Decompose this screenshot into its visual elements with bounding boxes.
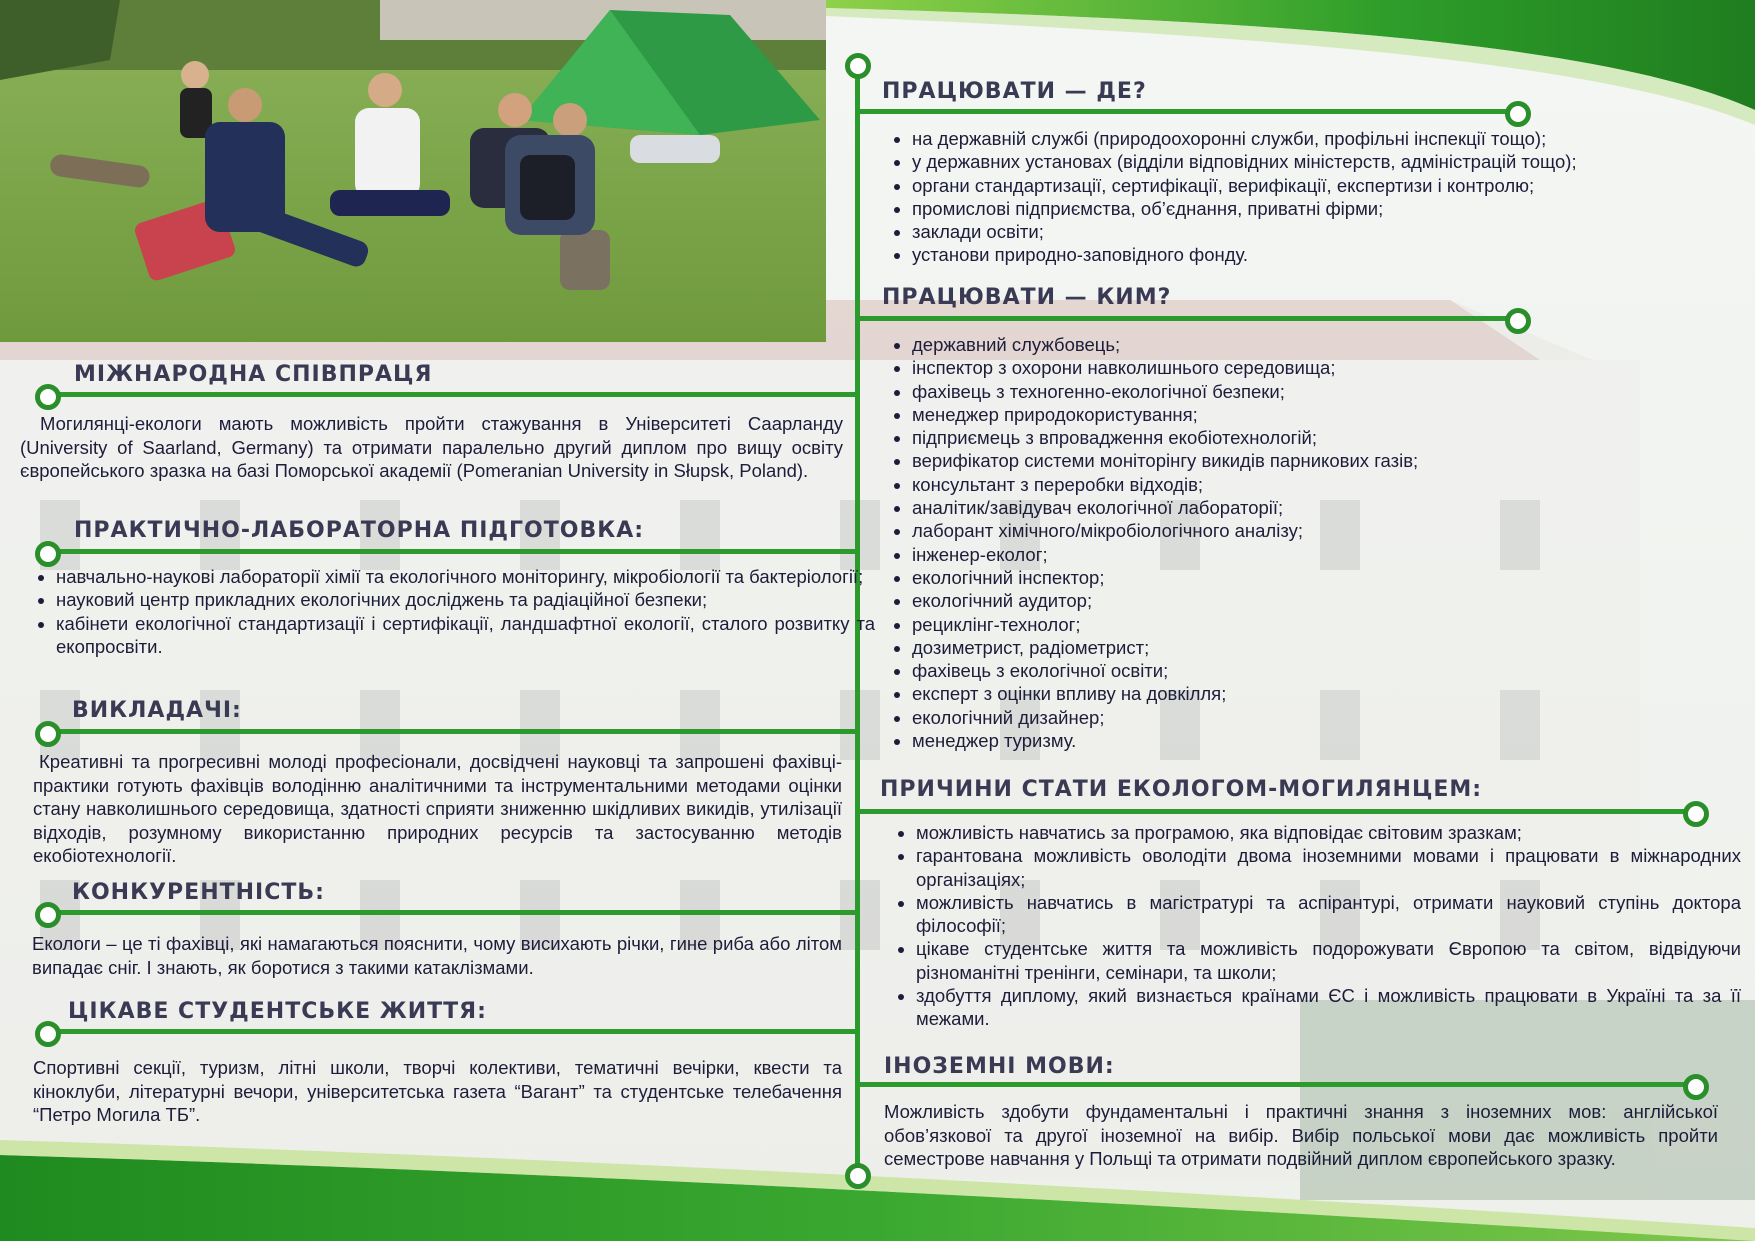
work-who-item: • екологічний інспектор; [912, 566, 1732, 589]
work-where-item: • органи стандартизації, сертифікації, верифікації, експертизи і контролю; [912, 174, 1732, 197]
practical-item: • навчально-наукові лабораторії хімії та екологічного моніторингу, мікробіології та бактеріології; [56, 565, 875, 588]
work-who-item: • екологічний аудитор; [912, 589, 1732, 612]
work-who-item: • верифікатор системи моніторінгу викидів парникових газів; [912, 449, 1732, 472]
reasons-item: • гарантована можливість оволодіти двома іноземними мовами і працювати в міжнародних організаціях; [916, 844, 1741, 891]
work-who-rule [858, 316, 1518, 321]
work-who-list [880, 333, 1732, 752]
work-who-item: • фахівець з техногенно-екологічної безпеки; [912, 380, 1732, 403]
reasons-item: • можливість навчатись в магістратурі та аспірантурі, отримати науковий ступінь доктора філософії; [916, 891, 1741, 938]
teachers-heading: ВИКЛАДАЧІ: [72, 698, 242, 723]
teachers-rule [46, 729, 858, 734]
work-who-item: • дозиметрист, радіометрист; [912, 636, 1732, 659]
teachers-text: Креативні та прогресивні молоді професіонали, досвідчені науковці та запрошені фахівці-практики готують фахівців володінню аналітичними та інструментальними методами оцінки стану навколишнього середовища, здатності сприяти зниженню шкідливих викидів, утилізації відходів, розумному використанню природних ресурсів та застосуванню методів екобіотехнології. [33, 751, 842, 866]
student-life-text: Спортивні секції, туризм, літні школи, творчі колективи, тематичні вечірки, квести та кіноклуби, літературні вечори, університетська газета “Вагант” та студентське телебачення “Петро Могила ТБ”. [33, 1057, 842, 1125]
international-text: Могилянці-екологи мають можливість пройти стажування в Університеті Саарланду (University of Saarland, Germany) та отримати паралельно другий диплом про вищу освіту європейського зразка на базі Поморської академії (Pomeranian University in Słupsk, Poland). [20, 413, 843, 481]
languages-rule [858, 1082, 1696, 1087]
international-heading: МІЖНАРОДНА СПІВПРАЦЯ [74, 362, 433, 387]
international-rule [46, 392, 858, 397]
reasons-item: • цікаве студентське життя та можливість подорожувати Європою та світом, відвідуючи різноманітні тренінги, семінари, та школи; [916, 937, 1741, 984]
work-who-item: • екологічний дизайнер; [912, 706, 1732, 729]
work-where-item: • промислові підприємства, об’єднання, приватні фірми; [912, 197, 1732, 220]
work-where-item: • у державних установах (відділи відповідних міністерств, адміністрацій тощо); [912, 150, 1732, 173]
languages-node [1683, 1074, 1709, 1100]
work-where-heading: ПРАЦЮВАТИ — ДЕ? [882, 79, 1147, 104]
work-who-item: • підприємець з впровадження екобіотехнологій; [912, 426, 1732, 449]
reasons-item: • можливість навчатись за програмою, яка відповідає світовим зразкам; [916, 821, 1741, 844]
competitiveness-node [35, 902, 61, 928]
reasons-list [884, 821, 1741, 1031]
practical-rule [46, 549, 858, 554]
competitiveness-text: Екологи – це ті фахівці, які намагаються пояснити, чому висихають річки, гине риба або літом випадає сніг. І знають, як боротися з такими катаклізмами. [32, 933, 842, 978]
languages-heading: ІНОЗЕМНІ МОВИ: [884, 1054, 1115, 1079]
reasons-item: • здобуття диплому, який визнається країнами ЄС і можливість працювати в Україні та за її межами. [916, 984, 1741, 1031]
reasons-rule [858, 809, 1696, 814]
work-who-item: • менеджер природокористування; [912, 403, 1732, 426]
competitiveness-rule [46, 910, 858, 915]
work-who-item: • рециклінг-технолог; [912, 613, 1732, 636]
work-who-item: • фахівець з екологічної освіти; [912, 659, 1732, 682]
reasons-heading: ПРИЧИНИ СТАТИ ЕКОЛОГОМ-МОГИЛЯНЦЕМ: [880, 777, 1483, 802]
work-where-item: • установи природно-заповідного фонду. [912, 243, 1732, 266]
international-node [35, 384, 61, 410]
work-who-node [1505, 308, 1531, 334]
work-who-item: • лаборант хімічного/мікробіологічного аналізу; [912, 519, 1732, 542]
work-who-item: • аналітик/завідувач екологічної лабораторії; [912, 496, 1732, 519]
work-where-item: • заклади освіти; [912, 220, 1732, 243]
work-where-list [880, 127, 1732, 267]
practical-node [35, 541, 61, 567]
practical-list [24, 565, 875, 658]
student-life-node [35, 1021, 61, 1047]
timeline-bottom-node [845, 1163, 871, 1189]
practical-item: • кабінети екологічної стандартизації і сертифікації, ландшафтної екології, сталого розвитку та екопросвіти. [56, 612, 875, 659]
work-who-item: • інженер-еколог; [912, 543, 1732, 566]
teachers-node [35, 721, 61, 747]
work-who-item: • консультант з переробки відходів; [912, 473, 1732, 496]
competitiveness-heading: КОНКУРЕНТНІСТЬ: [72, 880, 325, 905]
work-who-item: • інспектор з охорони навколишнього середовища; [912, 356, 1732, 379]
practical-heading: ПРАКТИЧНО-ЛАБОРАТОРНА ПІДГОТОВКА: [74, 518, 645, 543]
languages-text: Можливість здобути фундаментальні і практичні знання з іноземних мов: англійської обов’язкової та другої іноземної на вибір. Вибір польської мови дає можливість пройти семестрове навчання у Польщі та отримати подвійний диплом європейського зразку. [884, 1101, 1718, 1169]
timeline-top-node [845, 53, 871, 79]
students-camping-photo [0, 0, 826, 342]
work-where-node [1505, 101, 1531, 127]
work-who-heading: ПРАЦЮВАТИ — КИМ? [882, 285, 1172, 310]
student-life-heading: ЦІКАВЕ СТУДЕНТСЬКЕ ЖИТТЯ: [68, 999, 487, 1024]
work-who-item: • менеджер туризму. [912, 729, 1732, 752]
work-where-item: • на державній службі (природоохоронні служби, профільні інспекції тощо); [912, 127, 1732, 150]
work-who-item: • державний службовець; [912, 333, 1732, 356]
work-where-rule [858, 109, 1518, 114]
student-life-rule [46, 1029, 858, 1034]
work-who-item: • експерт з оцінки впливу на довкілля; [912, 682, 1732, 705]
practical-item: • науковий центр прикладних екологічних досліджень та радіаційної безпеки; [56, 588, 875, 611]
